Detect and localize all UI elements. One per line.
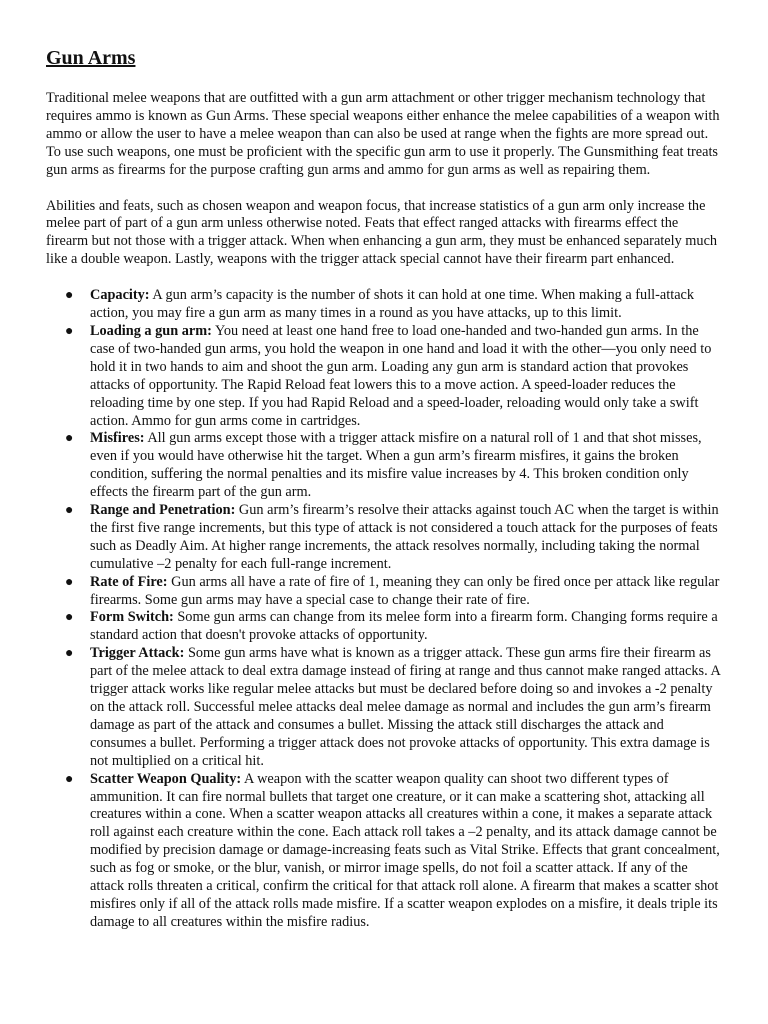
feats-paragraph: Abilities and feats, such as chosen weapon and weapon focus, that increase statistics of a gun arm only increase the melee part of part of a gun arm unless otherwise noted. Feats that effect ranged attacks with firearms effect the firearm but not those with a trigger attack. When when enhancing a gun arm, they must be enhanced separately much like a double weapon. Lastly, weapons with the trigger attack special cannot have their firearm part enhanced.	[46, 197, 718, 268]
intro-paragraph: Traditional melee weapons that are outfitted with a gun arm attachment or other trigger mechanism technology that requires ammo is known as Gun Arms. These special weapons either enhance the melee capabilities of a weapon with ammo or allow the user to have a melee weapon than can also be used at range when the fights are more spread out. To use such weapons, one must be proficient with the specific gun arm to use it properly. The Gunsmithing feat treats gun arms as firearms for the purpose crafting gun arms and ammo for gun arms as well as repairing them.	[46, 90, 720, 178]
page-title: Gun Arms	[46, 47, 136, 69]
list-item-term: Rate of Fire:	[90, 573, 168, 590]
list-item-text: All gun arms except those with a trigger attack misfire on a natural roll of 1 and that shot misses, even if you would have otherwise hit the target. When a gun arm’s firearm misfires, it gains the broken condition, suffering the normal penalties and its misfire value increases by 4. This broken condition only effects the firearm part of the gun arm.	[90, 430, 702, 501]
list-item-form-switch	[65, 609, 722, 645]
bullet-icon: ●	[65, 323, 74, 339]
list-item-scatter-weapon	[65, 770, 722, 932]
rules-list	[46, 287, 722, 932]
bullet-icon: ●	[65, 610, 74, 626]
list-item-trigger-attack	[65, 645, 722, 770]
list-item-term: Form Switch:	[90, 609, 174, 626]
bullet-icon: ●	[65, 771, 74, 787]
bullet-icon: ●	[65, 646, 74, 662]
list-item-text: Some gun arms have what is known as a trigger attack. These gun arms fire their firearm as part of the melee attack to deal extra damage instead of firing at range and thus cannot make ranged attacks. A trigger attack works like regular melee attacks but must be declared before doing so and invokes a -2 penalty on the attack roll. Successful melee attacks deal melee damage as normal and includes the gun arm’s firearm damage as part of the attack and consumes a bullet. Missing the attack still discharges the attack and consumes a bullet. Performing a trigger attack does not provoke attacks of opportunity. This extra damage is not multiplied on a critical hit.	[90, 645, 720, 769]
list-item-text: A weapon with the scatter weapon quality can shoot two different types of ammunition. It can fire normal bullets that target one creature, or it can make a scattering shot, attacking all creatures within a cone. When a scatter weapon attacks all creatures within a cone, it makes a separate attack roll against each creature within the cone. Each attack roll takes a –2 penalty, and its attack damage cannot be modified by precision damage or damage-increasing feats such as Vital Strike. Effects that grant concealment, such as fog or smoke, or the blur, vanish, or mirror image spells, do not foil a scatter attack. If any of the attack rolls threaten a critical, confirm the critical for that attack roll alone. A firearm that makes a scatter shot misfires only if all of the attack rolls made misfire. If a scatter weapon explodes on a misfire, it deals triple its damage to all creatures within the misfire radius.	[90, 770, 720, 930]
list-item-term: Loading a gun arm:	[90, 322, 212, 339]
list-item-text: Gun arms all have a rate of fire of 1, meaning they can only be fired once per attack like regular firearms. Some gun arms may have a special case to change their rate of fire.	[90, 573, 720, 608]
list-item-misfires	[65, 430, 722, 502]
list-item-text: Some gun arms can change from its melee form into a firearm form. Changing forms require a standard action that doesn't provoke attacks of opportunity.	[90, 609, 718, 644]
list-item-capacity	[65, 287, 722, 323]
list-item-term: Trigger Attack:	[90, 645, 185, 662]
list-item-loading	[65, 322, 722, 430]
list-item-range	[65, 502, 722, 574]
bullet-icon: ●	[65, 431, 74, 447]
list-item-rate-of-fire	[65, 573, 722, 610]
list-item-term: Capacity:	[90, 287, 150, 304]
list-item-text: Gun arm’s firearm’s resolve their attacks against touch AC when the target is within the first five range increments, but this type of attack is not considered a touch attack for the purposes of feats such as Deadly Aim. At higher range increments, the attack resolves normally, including taking the normal cumulative –2 penalty for each full-range increment.	[90, 502, 719, 572]
bullet-icon: ●	[65, 574, 74, 590]
bullet-icon: ●	[65, 503, 74, 519]
list-item-term: Misfires:	[90, 430, 145, 447]
list-item-text: A gun arm’s capacity is the number of shots it can hold at one time. When making a full-attack action, you may fire a gun arm as many times in a round as you have attacks, up to this limit.	[90, 287, 695, 322]
list-item-text: You need at least one hand free to load one-handed and two-handed gun arms. In the case of two-handed gun arms, you hold the weapon in one hand and load it with the other—you only need to hold it in two hands to aim and shoot the gun arm. Loading any gun arm is standard action that provokes attacks of opportunity. The Rapid Reload feat lowers this to a move action. A speed-loader reduces the reloading time by one step. If you had Rapid Reload and a speed-loader, reloading would only take a swift action. Ammo for gun arms come in cartridges.	[90, 322, 712, 429]
list-item-term: Scatter Weapon Quality:	[90, 770, 242, 787]
bullet-icon: ●	[65, 288, 74, 304]
list-item-term: Range and Penetration:	[90, 502, 236, 519]
document-page	[46, 46, 722, 932]
